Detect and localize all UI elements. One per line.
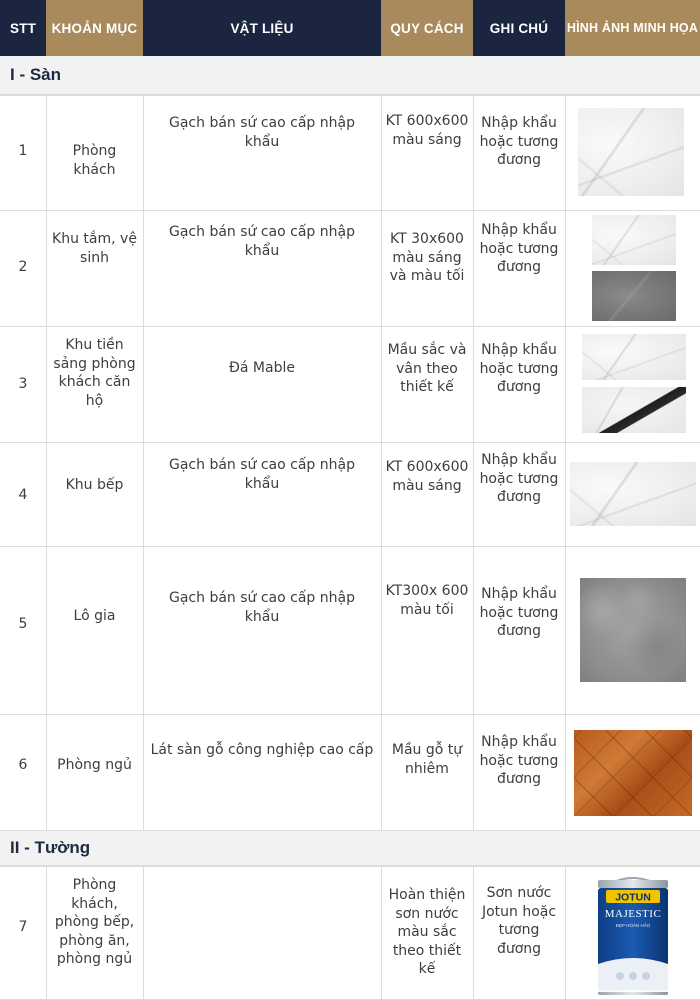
- row-5-khoan-muc: Lô gia: [73, 608, 116, 624]
- row-4-stt: 4: [18, 487, 28, 503]
- row-5-ghi-chu: Nhập khẩu hoặc tương đương: [479, 586, 559, 639]
- header-vat-lieu: VẬT LIỆU: [143, 0, 381, 56]
- header-hinh-anh: HÌNH ẢNH MINH HỌA: [565, 0, 700, 56]
- row-6-vat-lieu: Lát sàn gỗ công nghiệp cao cấp: [150, 742, 374, 758]
- row-1-image-light-marble-tile: [578, 108, 684, 196]
- row-1-khoan-muc: Phòng khách: [72, 143, 117, 178]
- row-2-image-dark-tile: [592, 271, 676, 321]
- row-6-quy-cach: Mầu gỗ tự nhiêm: [391, 742, 463, 777]
- row-2-ghi-chu: Nhập khẩu hoặc tương đương: [479, 222, 559, 275]
- paint-can-subtitle: ĐẸP HOÀN HẢO: [615, 923, 651, 928]
- row-3-ghi-chu: Nhập khẩu hoặc tương đương: [479, 342, 559, 395]
- row-3-vat-lieu: Đá Mable: [229, 360, 295, 376]
- row-4-vat-lieu: Gạch bán sứ cao cấp nhập khẩu: [169, 457, 355, 492]
- row-2-vat-lieu: Gạch bán sứ cao cấp nhập khẩu: [169, 224, 355, 259]
- row-4-khoan-muc: Khu bếp: [65, 477, 124, 493]
- row-3-stt: 3: [18, 376, 28, 392]
- row-7-image-jotun-paint-can: [590, 872, 676, 996]
- header-stt: STT: [0, 0, 46, 56]
- row-1-stt: 1: [18, 143, 28, 159]
- row-6-stt: 6: [18, 757, 28, 773]
- row-1-quy-cach: KT 600x600 màu sáng: [385, 113, 469, 148]
- row-3-image-marble-vein: [582, 387, 686, 433]
- row-4-quy-cach: KT 600x600 màu sáng: [385, 459, 469, 494]
- row-3-khoan-muc: Khu tiền sảng phòng khách căn hộ: [53, 337, 136, 409]
- row-4-image-light-marble-tile: [570, 462, 696, 526]
- row-2-stt: 2: [18, 259, 28, 275]
- row-7-stt: 7: [18, 919, 28, 935]
- row-7-quy-cach: Hoàn thiện sơn nước màu sắc theo thiết kế: [388, 887, 466, 977]
- row-6-ghi-chu: Nhập khẩu hoặc tương đương: [479, 734, 559, 787]
- row-3-image-marble-slab: [582, 334, 686, 380]
- section-title-wall: II - Tường: [0, 830, 700, 866]
- row-6-image-wood-parquet: [574, 730, 692, 816]
- row-2-khoan-muc: Khu tắm, vệ sinh: [52, 231, 137, 266]
- header-khoan-muc: KHOẢN MỤC: [46, 0, 143, 56]
- row-5-quy-cach: KT300x 600 màu tối: [385, 583, 469, 618]
- paint-can-brand: JOTUN: [615, 891, 651, 904]
- row-3-quy-cach: Mầu sắc và vân theo thiết kế: [387, 342, 467, 395]
- row-2-quy-cach: KT 30x600 màu sáng và màu tối: [389, 231, 465, 284]
- row-1-vat-lieu: Gạch bán sứ cao cấp nhập khẩu: [169, 115, 355, 150]
- row-4-ghi-chu: Nhập khẩu hoặc tương đương: [479, 452, 559, 505]
- section-title-floor: I - Sàn: [0, 56, 700, 95]
- row-5-image-dark-concrete-tile: [580, 578, 686, 682]
- header-ghi-chu: GHI CHÚ: [473, 0, 565, 56]
- row-5-vat-lieu: Gạch bán sứ cao cấp nhập khẩu: [169, 590, 355, 625]
- row-6-khoan-muc: Phòng ngủ: [57, 757, 132, 773]
- row-2-image-light-tile: [592, 215, 676, 265]
- row-5-stt: 5: [18, 616, 28, 632]
- header-quy-cach: QUY CÁCH: [381, 0, 473, 56]
- row-7-khoan-muc: Phòng khách, phòng bếp, phòng ăn, phòng ngủ: [54, 877, 135, 967]
- row-1-ghi-chu: Nhập khẩu hoặc tương đương: [479, 115, 559, 168]
- paint-can-product: MAJESTIC: [604, 908, 662, 920]
- row-7-ghi-chu: Sơn nước Jotun hoặc tương đương: [481, 885, 557, 957]
